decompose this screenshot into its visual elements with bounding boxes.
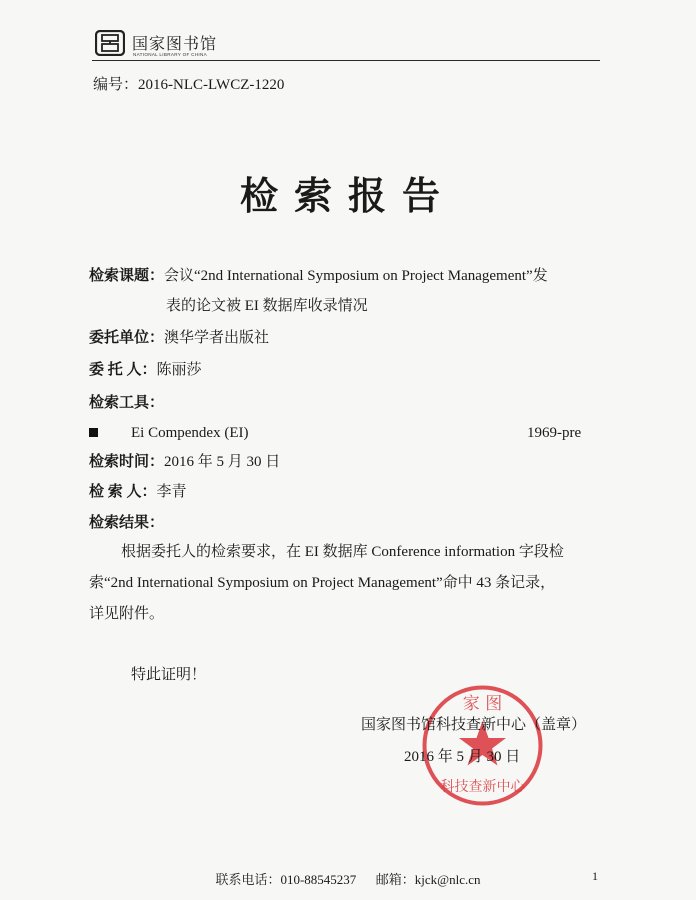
time-label: 检索时间： [89,454,165,470]
certify-text: 特此证明！ [131,667,207,683]
requester-value: 陈丽莎 [156,362,202,378]
client-value: 澳华学者出版社 [164,330,270,346]
searcher-row [89,482,187,502]
bullet-square-icon [89,428,98,437]
subject-value-line1: 会议“2nd International Symposium on Project Management”发 [164,268,548,284]
subject-row [89,266,548,286]
subject-value-line2: 表的论文被 EI 数据库收录情况 [166,298,368,314]
result-label [89,513,164,533]
document-number: 编号：2016-NLC-LWCZ-1220 [93,77,285,93]
requester-row [89,360,202,380]
library-name: 国家图书馆 [132,36,218,53]
time-value: 2016 年 5 月 30 日 [164,454,281,470]
searcher-value: 李青 [156,484,187,500]
tools-label-text: 检索工具： [89,395,165,411]
result-line-1: 根据委托人的检索要求，在 EI 数据库 Conference information 字段检 [121,544,564,560]
footer-phone: 联系电话：010-88545237 [215,872,357,887]
subject-label: 检索课题： [89,268,165,284]
client-label: 委托单位： [89,330,165,346]
result-label-text: 检索结果： [89,515,165,531]
official-seal-stamp [420,683,545,808]
tool-name: Ei Compendex (EI) [131,425,249,441]
library-name-english: NATIONAL LIBRARY OF CHINA [133,52,207,57]
client-row [89,328,269,348]
time-row [89,452,280,472]
footer-email: 邮箱：kjck@nlc.cn [375,872,481,887]
report-title: 检索报告 [239,174,456,218]
seal-bottom-text: 科技查新中心 [440,779,525,795]
page-number: 1 [592,869,598,883]
signature-date: 2016 年 5 月 30 日 [404,749,521,765]
signature-org: 国家图书馆科技查新中心（盖章） [361,717,587,733]
tools-label [89,393,164,413]
library-logo-icon [95,30,125,56]
result-line-2: 索“2nd International Symposium on Project Management”命中 43 条记录， [89,575,556,591]
tool-range: 1969-pre [527,425,582,441]
seal-top-text: 家 图 [462,694,503,714]
header-rule [92,60,600,61]
searcher-label: 检 索 人： [89,484,157,500]
requester-label: 委 托 人： [89,362,157,378]
result-line-3: 详见附件。 [89,606,165,622]
